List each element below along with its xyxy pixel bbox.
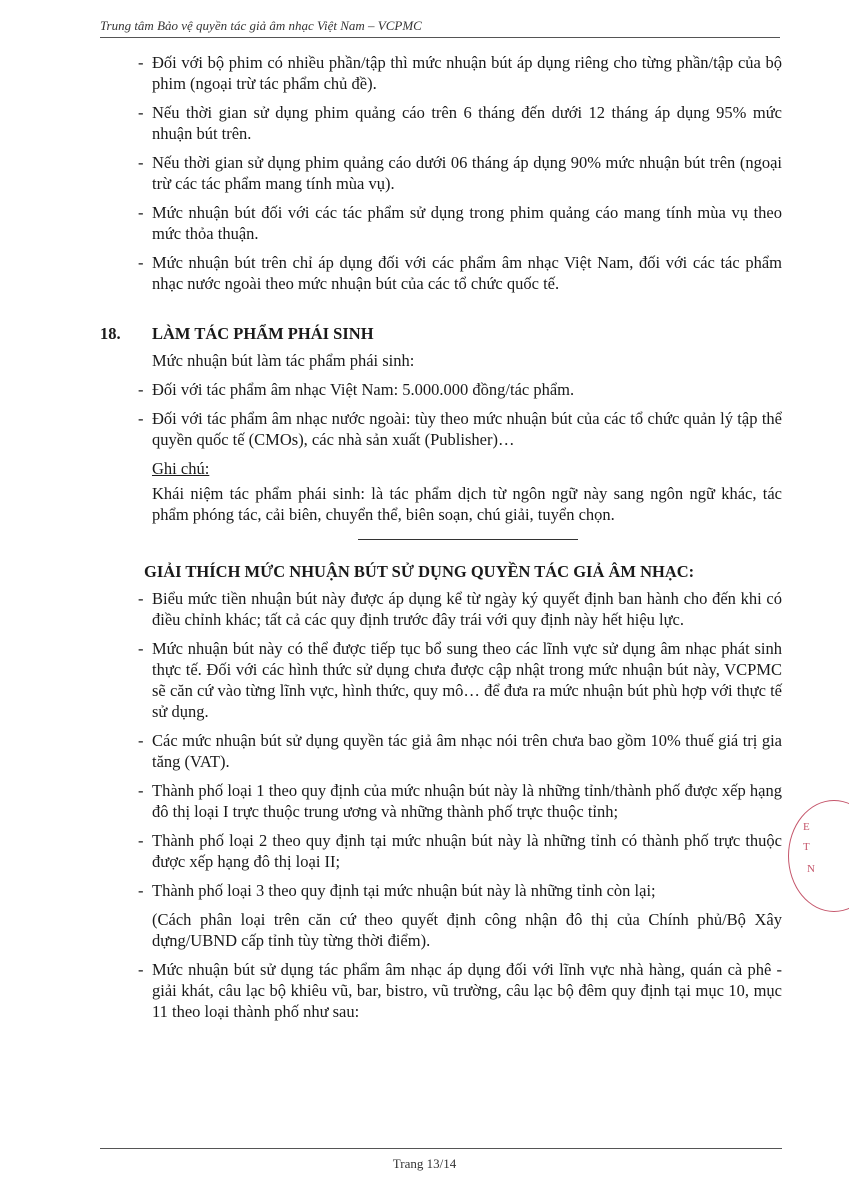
document-body — [100, 52, 782, 1030]
list-item: - Mức nhuận bút trên chỉ áp dụng đối với các phẩm âm nhạc Việt Nam, đối với các tác phẩm nhạc nước ngoài theo mức nhuận bút của các tổ chức quốc tế. — [138, 253, 782, 293]
list-item: - Thành phố loại 2 theo quy định tại mức nhuận bút này là những tỉnh có thành phố trực thuộc được xếp hạng đô thị loại II; — [138, 831, 782, 871]
footer-divider — [100, 1148, 782, 1149]
parenthetical-note: (Cách phân loại trên căn cứ theo quyết định công nhận đô thị của Chính phủ/Bộ Xây dựng/UBND cấp tỉnh tùy từng thời điểm). — [152, 910, 782, 950]
list-item: - Thành phố loại 3 theo quy định tại mức nhuận bút này là những tỉnh còn lại; — [138, 881, 656, 900]
stamp-mark: E T N — [788, 800, 849, 912]
note-label-wrap — [100, 458, 782, 479]
note-text: Khái niệm tác phẩm phái sinh: là tác phẩm dịch từ ngôn ngữ này sang ngôn ngữ khác, tác phẩm phóng tác, cải biên, chuyển thể, biên soạn, chú giải, tuyển chọn. — [152, 484, 782, 524]
divider — [358, 539, 578, 540]
list-item: - Mức nhuận bút này có thể được tiếp tục bổ sung theo các lĩnh vực sử dụng âm nhạc phát sinh thực tế. Đối với các hình thức sử dụng chưa được cập nhật trong mức nhuận bút này, VCPMC sẽ căn cứ vào từng lĩnh vực, hình thức, quy mô… để đưa ra mức nhuận bút phù hợp với thực tế sử dụng. — [138, 639, 782, 721]
list-item: - Nếu thời gian sử dụng phim quảng cáo trên 6 tháng đến dưới 12 tháng áp dụng 95% mức nhuận bút trên. — [138, 103, 782, 143]
section-number: 18. — [100, 324, 121, 343]
list-item: - Đối với bộ phim có nhiều phần/tập thì mức nhuận bút áp dụng riêng cho từng phần/tập của bộ phim (ngoại trừ tác phẩm chủ đề). — [138, 53, 782, 93]
list-item: - Mức nhuận bút đối với các tác phẩm sử dụng trong phim quảng cáo mang tính mùa vụ theo mức thỏa thuận. — [138, 203, 782, 243]
list-item: - Biểu mức tiền nhuận bút này được áp dụng kể từ ngày ký quyết định ban hành cho đến khi có điều chỉnh khác; tất cả các quy định trước đây trái với quy định này hết hiệu lực. — [138, 589, 782, 629]
section-intro: Mức nhuận bút làm tác phẩm phái sinh: — [152, 351, 415, 370]
explanation-title: GIẢI THÍCH MỨC NHUẬN BÚT SỬ DỤNG QUYỀN TÁC GIẢ ÂM NHẠC: — [144, 562, 695, 581]
section-title: LÀM TÁC PHẨM PHÁI SINH — [152, 324, 374, 343]
top-bullet-list — [100, 52, 782, 294]
page-header: Trung tâm Bảo vệ quyền tác giả âm nhạc Việt Nam – VCPMC — [100, 18, 780, 38]
section-18-heading — [100, 324, 782, 344]
list-item: - Thành phố loại 1 theo quy định của mức nhuận bút này là những tỉnh/thành phố được xếp hạng đô thị loại I trực thuộc trung ương và những thành phố trực thuộc tỉnh; — [138, 781, 782, 821]
list-item: - Các mức nhuận bút sử dụng quyền tác giả âm nhạc nói trên chưa bao gồm 10% thuế giá trị gia tăng (VAT). — [138, 731, 782, 771]
list-item: - Mức nhuận bút sử dụng tác phẩm âm nhạc áp dụng đối với lĩnh vực nhà hàng, quán cà phê - giải khát, câu lạc bộ khiêu vũ, bar, bistro, vũ trường, câu lạc bộ đêm quy định tại mục 10, mục 11 theo loại thành phố như sau: — [138, 960, 782, 1021]
list-item: - Đối với tác phẩm âm nhạc nước ngoài: tùy theo mức nhuận bút của các tổ chức quản lý tập thể quyền quốc tế (CMOs), các nhà sản xuất (Publisher)… — [138, 409, 782, 449]
note-label: Ghi chú: — [152, 459, 210, 478]
list-item: - Đối với tác phẩm âm nhạc Việt Nam: 5.000.000 đồng/tác phẩm. — [138, 380, 575, 399]
list-item: - Nếu thời gian sử dụng phim quảng cáo dưới 06 tháng áp dụng 90% mức nhuận bút trên (ngoại trừ các tác phẩm mang tính mùa vụ). — [138, 153, 782, 193]
page-number: Trang 13/14 — [392, 1156, 457, 1171]
